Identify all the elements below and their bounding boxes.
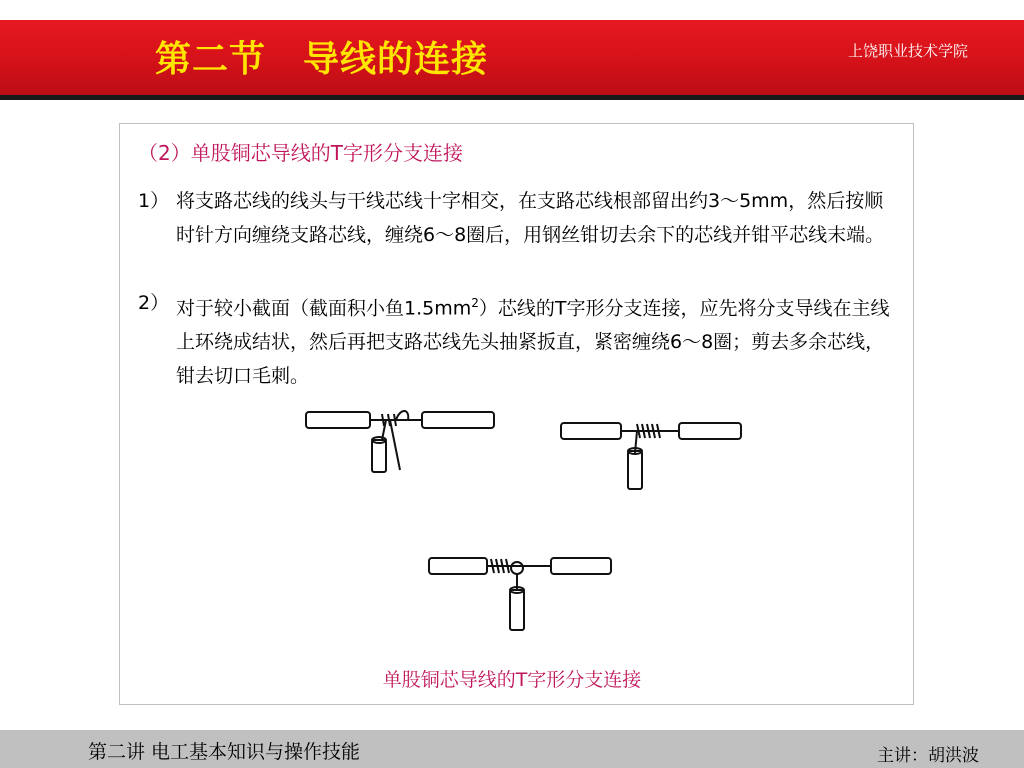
step-1-number: 1） bbox=[138, 190, 170, 212]
step-1 bbox=[138, 184, 898, 252]
step-2 bbox=[138, 286, 898, 393]
institution-name: 上饶职业技术学院 bbox=[847, 42, 968, 60]
figure-caption: 单股铜芯导线的T字形分支连接 bbox=[382, 669, 642, 691]
t-joint-diagram-2 bbox=[555, 415, 745, 495]
t-joint-diagram-1 bbox=[300, 400, 500, 480]
step-2-text-before: 对于较小截面（截面积小鱼1.5mm bbox=[176, 297, 472, 320]
course-lecture-title: 第二讲 电工基本知识与操作技能 bbox=[88, 741, 361, 763]
t-joint-diagram-3 bbox=[425, 550, 615, 635]
step-2-text bbox=[138, 286, 898, 393]
banner-top-strip bbox=[0, 0, 1024, 20]
step-2-number: 2） bbox=[138, 292, 170, 314]
banner-underline bbox=[0, 95, 1024, 100]
slide-title: 第二节 导线的连接 bbox=[155, 39, 489, 80]
section-subtitle: （2）单股铜芯导线的T字形分支连接 bbox=[138, 141, 463, 165]
step-2-superscript: 2 bbox=[471, 296, 479, 310]
lecturer-name: 主讲：胡洪波 bbox=[877, 746, 979, 766]
step-2-text-after: ）芯线的T字形分支连接，应先将分支导线在主线上环绕成结状，然后再把支路芯线先头抽紧扳直，紧密缠绕6～8圈；剪去多余芯线，钳去切口毛刺。 bbox=[176, 297, 890, 388]
step-1-text: 将支路芯线的线头与干线芯线十字相交，在支路芯线根部留出约3～5mm，然后按顺时针方向缠绕支路芯线，缠绕6～8圈后，用钢丝钳切去余下的芯线并钳平芯线末端。 bbox=[176, 190, 885, 246]
